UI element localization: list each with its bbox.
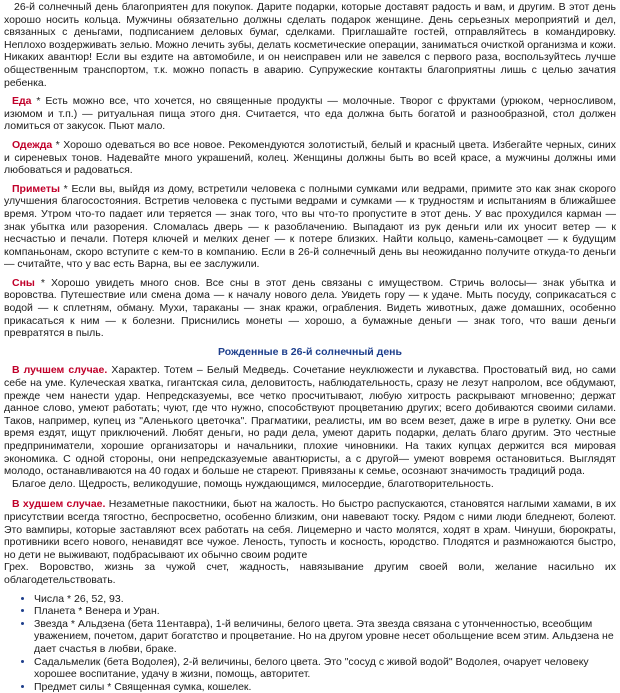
sin-paragraph: Грех. Воровство, жизнь за чужой счет, жадность, навязывание другим своей воли, желание насильно их облагодетельствовать.	[4, 561, 616, 586]
list-item	[34, 656, 616, 681]
list-item	[34, 605, 616, 618]
dreams-separator: *	[34, 276, 51, 289]
omens-text: Если вы, выйдя из дому, встретили человека с полными сумками или ведрами, примите это как знак скорого улучшения благосостояния. Встретив человека с пустыми ведрами и сумками — к трудностям и испытаниям в ближайшее время. Утром что-то падает или теряется — знак того, что вы что-то пропустите в этот день. У вас прохудился карман — знак убытка или разорения. Сломалась дверь — к разоблачению. Выпадают из рук деньги или их уносит ветер — к несчастью и печали. Потеря ключей и мелких денег — к потере близких. Найти кольцо, камень-самоцвет — к будущим компаньонам, скоро вступите с кем-то в компанию. Если в 26-й солнечный день вы неожиданно получите откуда-то деньги — считайте, что у вас есть Варна, вы ее заслужили.	[4, 182, 617, 271]
dreams-text: Хорошо увидеть много снов. Все сны в этот день связаны с имуществом. Стричь волосы— знак убытка и воровства. Путешествие или смена дома — к началу нового дела. Увидеть гору — к удаче. Мыть посуду, соприкасаться с водой — к сплетням, обману. Мухи, тараканы — знак кражи, ограбления. Видеть животных, даже домашних, особенно прикасаться к ним — к болезни. Приснились монеты — хорошо, а бумажные деньги — знак того, что ваши деньги превратятся в пыль.	[4, 276, 617, 340]
food-label: Еда	[12, 95, 32, 108]
clothes-paragraph	[4, 139, 616, 177]
worst-case-label: В худшем случае.	[12, 498, 106, 511]
fact-star: Звезда * Альдзена (бета 11ентавра), 1-й величины, белого цвета. Эта звезда связана с утонченностью, всеобщим уважением, почетом, дарит богатство и процветание. Но на другом уровне несет обольщение всем этим. Альдзена не дает счастья в любви, браке.	[34, 617, 614, 655]
clothes-text: Хорошо одеваться во все новое. Рекомендуются золотистый, белый и красный цвета. Избегайте черных, синих и сиреневых тонов. Надевайте много украшений, колец. Женщины должны быть во всей красе, а мужчины должны ими любоваться и радоваться.	[4, 138, 616, 177]
facts-list	[4, 593, 616, 693]
fact-planet: Планета * Венера и Уран.	[34, 605, 160, 618]
good-deed-paragraph: Благое дело. Щедрость, великодушие, помощь нуждающимся, милосердие, благотворительность.	[12, 477, 494, 490]
list-item	[34, 681, 616, 693]
intro-paragraph: 26-й солнечный день благоприятен для покупок. Дарите подарки, которые доставят радость и вам, и другим. В этот день хорошо носить кольца. Мужчины обязательно должны сделать подарок женщине. День серьезных мероприятий и дел, связанных с деньгами, подписанием деловых бумаг, сделками. Приглашайте гостей, отправляйтесь в командировку. Неплохо воздерживать зелью. Можно лечить зубы, делать косметические операции, заниматься очисткой организма и кожи. Никаких авантюр! Если вы ездите на автомобиле, и он неисправен или не завелся с первого раза, воспользуйтесь лучше общественным транспортом, т.к. можно попасть в аварию. Супружеские контакты благоприятны лишь с целью зачатия ребенка.	[4, 1, 616, 89]
worst-case-paragraph	[4, 498, 616, 561]
fact-power-object: Предмет силы * Священная сумка, кошелек.	[34, 680, 252, 693]
best-case-label: В лучшем случае.	[12, 364, 108, 377]
list-item	[34, 593, 616, 606]
clothes-label: Одежда	[12, 138, 53, 151]
omens-label: Приметы	[12, 182, 60, 195]
fact-sadalmelik: Садальмелик (бета Водолея), 2-й величины, белого цвета. Это "сосуд с живой водой" Водолея, очарует человеку хорошее воспитание, удачу в жизни, помощь, авторитет.	[34, 655, 589, 681]
best-case-paragraph	[4, 364, 616, 477]
list-item	[34, 618, 616, 656]
fact-numbers: Числа * 26, 52, 93.	[34, 592, 124, 605]
worst-case-text: Незаметные пакостники, бьют на жалость. Но быстро распускаются, становятся наглыми хамами, в их присутствии всегда тягостно, беспросветно, особенно близким, они навевают тоску. Рядом с ними люди бледнеют, болеют. Это вампиры, которые заставляют всех работать на себя. Лицемерно и часто молятся, ходят в храм. Чинуши, бюрократы, противники всего нового, ненавидят все чужое. Леность, тупость и косность, юродство. Плодятся и размножаются быстро, но дети не выживают, подбрасывают их обычно своим родите	[4, 498, 616, 561]
best-case-text: Характер. Тотем – Белый Медведь. Сочетание неуклюжести и лукавства. Простоватый вид, но сами себе на уме. Кулеческая хватка, гигантская сила, деловитость, наблюдательность, сразу не лезут напролом, все обдумают, прежде чем нанести удар. Непредсказуемы, все четко просчитывают, любую хитрость раскрывают мгновенно; держат данное слово, умеют работать; чуют, где что нужно, способствуют процветанию других; всего добиваются своими силами. Таков, например, купец из "Аленького цветочка". Прагматики, реалисты, им во всем везет, даже в игре в рулетку. Они все время ездят, ищут приключений. Любят деньги, но ради дела, умеют дарить подарки, делать благо другим. Это честные предприниматели, хорошие организаторы и начальники, плохие чиновники. На таких купцах держится вся мировая экономика. С одной стороны, они непредсказуемые авантюристы, а с другой— умеют вовремя остановиться. Выглядят молодо, останавливаются на 40 годах и больше не стареют. Привязаны к семье, осознают значимость традиций рода.	[4, 364, 617, 478]
food-text: Есть можно все, что хочется, но священные продукты — молочные. Творог с фруктами (урюком, черносливом, изюмом и т.п.) — ритуальная пища этого дня. Считается, что еда должна быть богатой и разнообразной, стол должен ломиться от закусок. Пьют мало.	[4, 95, 617, 133]
section-title: Рожденные в 26-й солнечный день	[218, 345, 402, 358]
clothes-separator: *	[52, 138, 64, 151]
dreams-label: Сны	[12, 276, 35, 289]
omens-paragraph	[4, 183, 616, 271]
food-separator: *	[31, 95, 46, 108]
food-paragraph	[4, 95, 616, 133]
omens-separator: *	[60, 182, 72, 195]
dreams-paragraph	[4, 277, 616, 340]
